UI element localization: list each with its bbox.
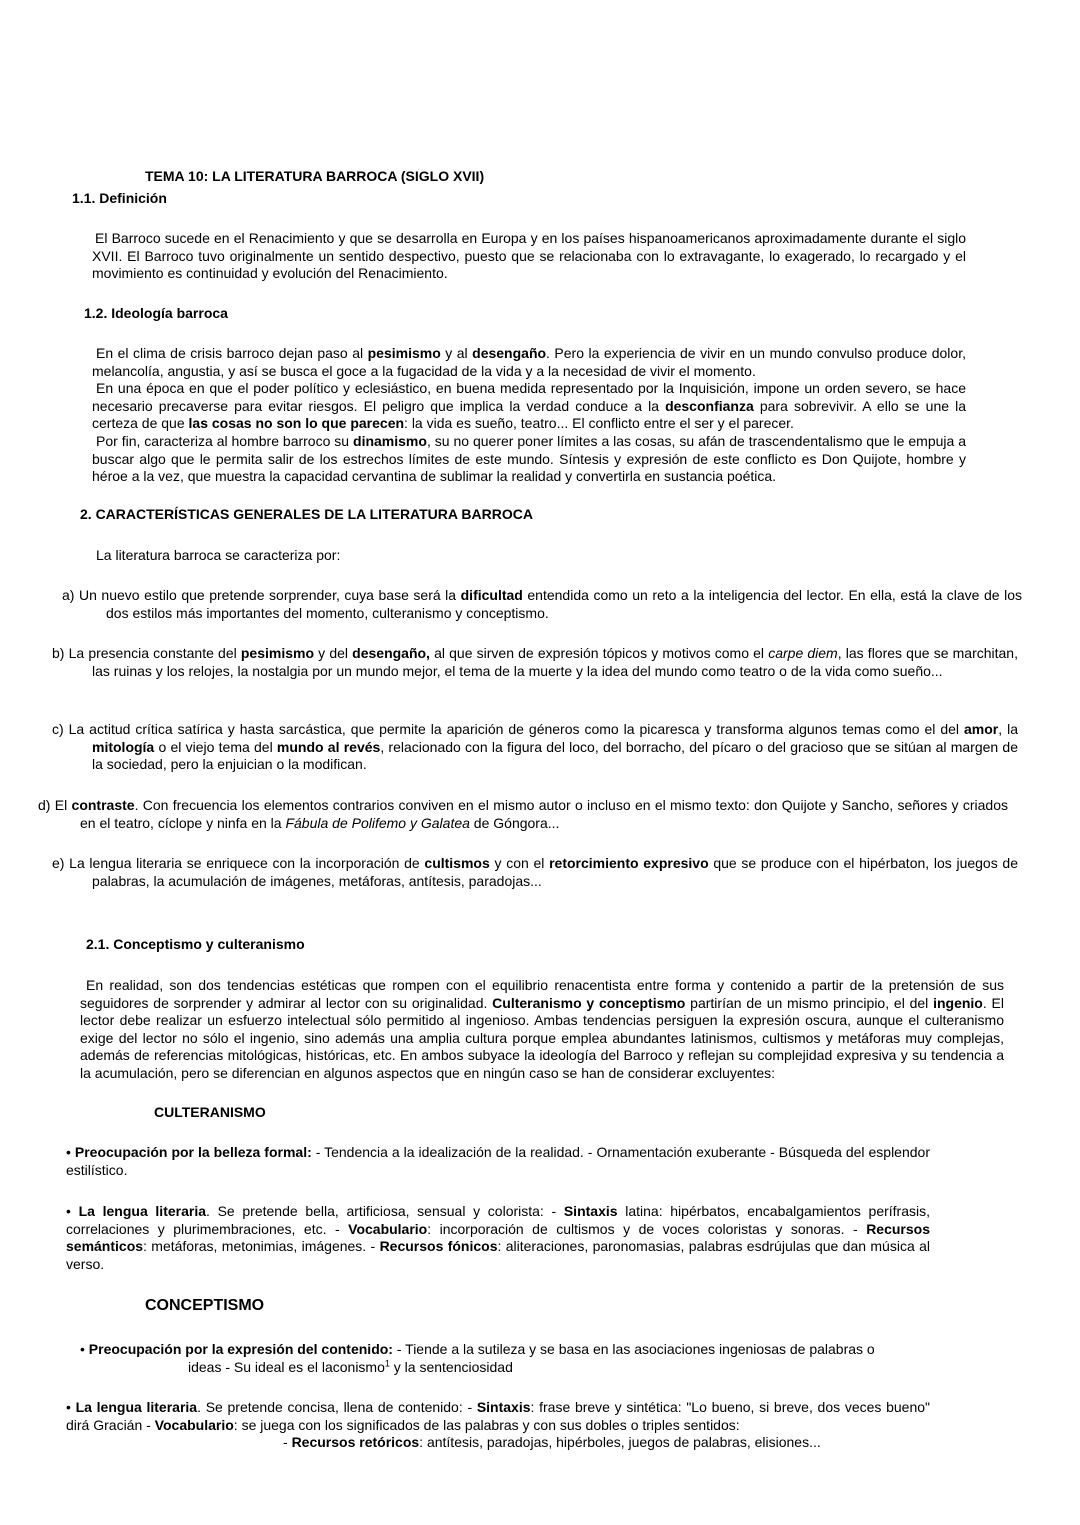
heading-1-2: 1.2. Ideología barroca: [84, 305, 228, 321]
ideology-paragraph-1: En el clima de crisis barroco dejan paso al pesimismo y al desengaño. Pero la experiencia de vivir en un mundo convulso produce dolor, melancolía, angustia, y así se busca el goce a la fugacidad de la vida y a la necesidad de vivir el momento.: [92, 345, 966, 379]
document-title: TEMA 10: LA LITERATURA BARROCA (SIGLO XVII): [145, 168, 485, 184]
culteranismo-item-1: • Preocupación por la belleza formal: - Tendencia a la idealización de la realidad. - Ornamentación exuberante - Búsqueda del esplendor estilístico.: [66, 1144, 930, 1178]
heading-1-1: 1.1. Definición: [72, 190, 167, 206]
conceptismo-item-1-line-1: • Preocupación por la expresión del contenido: - Tiende a la sutileza y se basa en las asociaciones ingeniosas de palabras o: [80, 1341, 875, 1357]
conceptismo-item-1-line-2: ideas - Su ideal es el laconismo$^1$ y la sentenciosidad: [188, 1358, 513, 1375]
conceptismo-item-2: • La lengua literaria. Se pretende concisa, llena de contenido: - Sintaxis: frase breve y sintética: "Lo bueno, si breve, dos veces bueno" dirá Gracián - Vocabulario: se juega con los significados de las palabras y con sus dobles o triples sentidos:: [66, 1399, 931, 1433]
definition-paragraph: El Barroco sucede en el Renacimiento y que se desarrolla en Europa y en los países hispanoamericanos aproximadamente durante el siglo XVII. El Barroco tuvo originalmente un sentido despectivo, puesto que se relacionaba con lo extravagante, lo exagerado, lo recargado y el movimiento es continuidad y evolución del Renacimiento.: [92, 230, 966, 282]
conceptismo-heading: CONCEPTISMO: [145, 1297, 265, 1314]
bullet-icon: •: [66, 1203, 71, 1219]
characteristic-e: e) La lengua literaria se enriquece con la incorporación de cultismos y con el retorcimiento expresivo que se produce con el hipérbaton, los juegos de palabras, la acumulación de imágenes, metáforas, antítesis, paradojas...: [52, 855, 1018, 889]
bullet-icon: •: [66, 1399, 71, 1415]
ideology-block: [92, 345, 966, 486]
bullet-icon: •: [66, 1144, 71, 1160]
bullet-icon: •: [80, 1341, 85, 1357]
characteristic-b: b) La presencia constante del pesimismo y del desengaño, al que sirven de expresión tópicos y motivos como el carpe diem, las flores que se marchitan, las ruinas y los relojes, la nostalgia por un mundo mejor, el tema de la muerte y la idea del mundo como teatro o de la vida como sueño...: [52, 645, 1018, 679]
heading-2: 2. CARACTERÍSTICAS GENERALES DE LA LITERATURA BARROCA: [80, 506, 533, 522]
characteristics-intro: La literatura barroca se caracteriza por:: [96, 547, 341, 563]
culteranismo-heading: CULTERANISMO: [154, 1104, 266, 1120]
heading-2-1: 2.1. Conceptismo y culteranismo: [86, 936, 305, 952]
culteranismo-item-2: • La lengua literaria. Se pretende bella, artificiosa, sensual y colorista: - Sintaxis latina: hipérbatos, encabalgamientos perífrasis, correlaciones y plurimembraciones, etc. - Vocabulario: incorporación de cultismos y de voces coloristas y sonoras. - Recursos semánticos: metáforas, metonimias, imágenes. - Recursos fónicos: aliteraciones, paronomasias, palabras esdrújulas que dan música al verso.: [66, 1203, 930, 1272]
ideology-paragraph-3: Por fin, caracteriza al hombre barroco su dinamismo, su no querer poner límites a las cosas, su afán de trascendentalismo que le empuja a buscar algo que le permita salir de los estrechos límites de este mundo. Síntesis y expresión de este conflicto es Don Quijote, hombre y héroe a la vez, que muestra la capacidad cervantina de sublimar la realidad y convertirla en sustancia poética.: [92, 432, 967, 485]
characteristic-a: a) Un nuevo estilo que pretende sorprender, cuya base será la dificultad entendida como un reto a la inteligencia del lector. En ella, está la clave de los dos estilos más importantes del momento, culteranismo y conceptismo.: [62, 587, 1023, 621]
ideology-paragraph-2: En una época en que el poder político y eclesiástico, en buena medida representado por la Inquisición, impone un orden severo, se hace necesario precaverse para evitar riesgos. El peligro que implica la verdad conduce a la desconfianza para sobrevivir. A ello se une la certeza de que las cosas no son lo que parecen: la vida es sueño, teatro... El conflicto entre el ser y el parecer.: [92, 380, 966, 432]
trends-paragraph: En realidad, son dos tendencias estéticas que rompen con el equilibrio renacentista entre forma y contenido a partir de la pretensión de sus seguidores de sorprender y admirar al lector con su originalidad. Culteranismo y conceptismo partirían de un mismo principio, el del ingenio. El lector debe realizar un esfuerzo intelectual sólo permitido al ingenioso. Ambas tendencias persiguen la expresión oscura, aunque el culteranismo exige del lector no sólo el ingenio, sino además una amplia cultura porque emplea abundantes latinismos, cultismos y metáforas muy complejas, además de referencias mitológicas, históricas, etc. En ambos subyace la ideología del Barroco y reflejan su complejidad expresiva y su tendencia a la acumulación, pero se diferencian en algunos aspectos que en ningún caso se han de considerar excluyentes:: [80, 977, 1004, 1081]
characteristic-c: c) La actitud crítica satírica y hasta sarcástica, que permite la aparición de géneros como la picaresca y transforma algunos temas como el del amor, la mitología o el viejo tema del mundo al revés, relacionado con la figura del loco, del borracho, del pícaro o del gracioso que se sitúan al margen de la sociedad, pero la enjuician o la modifican.: [52, 721, 1019, 773]
conceptismo-item-2-resources: - Recursos retóricos: antítesis, paradojas, hipérboles, juegos de palabras, elisiones...: [283, 1434, 821, 1450]
characteristic-d: d) El contraste. Con frecuencia los elementos contrarios conviven en el mismo autor o incluso en el mismo texto: don Quijote y Sancho, señores y criados en el teatro, cíclope y ninfa en la Fábula de Polifemo y Galatea de Góngora...: [38, 797, 1008, 831]
